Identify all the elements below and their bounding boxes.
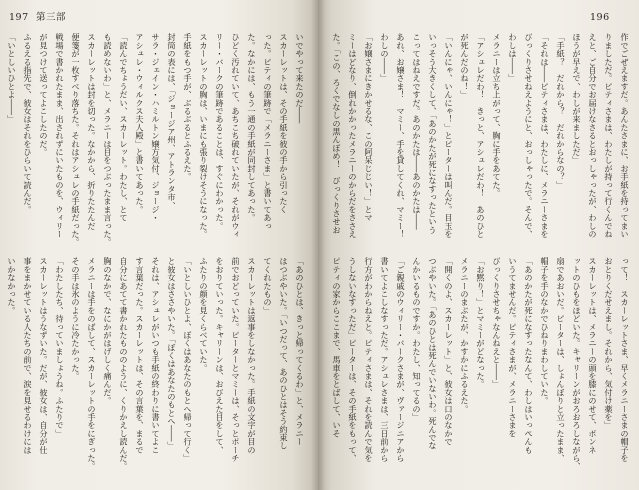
text-column: 「手紙？ だれから？ だれからなの？」 (556, 33, 566, 189)
text-column: いうてませんだ。ピティさまが、メラニーさまを (508, 257, 518, 438)
text-column: も読めないわ」と、メラニーは目をつぶったまま言った。 (103, 33, 113, 247)
text-column: った。ピティの筆跡で「メラニーさま」と書いてあっ (263, 33, 273, 230)
text-column: 戦場で書かれたまま、出されずにいたものを、ウィリー (55, 33, 65, 238)
text-column: いっそう大きくして、「あのかたが死になすったという (428, 33, 438, 234)
text-column: が死んだのね！」 (460, 33, 470, 99)
text-column: が見つけて送ってよこしたのだ。 (39, 33, 49, 156)
text-column: スカーレットは封を切った。なかから、折りたたんだ (87, 33, 97, 230)
text-column: リー・バークの筆跡であることは、すぐにわかった。 (215, 33, 225, 230)
text-column: 胸のなかで、なにかがはげしく痛んだ。 (103, 257, 113, 405)
text-column: スカーレットは返事をしなかった。手紙の文字が目の (247, 257, 257, 454)
text-column: メラニーは手をのばして、スカーレットの手をにぎった。 (87, 257, 97, 471)
text-column: 「いとしいひとよ――」 (7, 33, 17, 124)
text-column: 「あのひとは、きっと帰ってくるわ」と、メラニー (295, 257, 305, 446)
text-column: をおりていった。キャリーンは、おびえた目をして、 (215, 257, 225, 454)
text-column: その手は氷のように冷たかった。 (71, 257, 81, 380)
text-column: それは、アシュレがいつも手紙の終わりに書いてよこ (151, 257, 161, 454)
text-column: ットのひもをほどいた。キャリーンがおろおろしながら、 (572, 257, 582, 471)
text-column: いでやって来たのだ―― (295, 33, 305, 124)
text-column: 自分にあてて書かれたもののように、くりかえし読んだ。 (119, 257, 129, 471)
text-column: 「いんにゃ、いんにゃ！」とピーターは叫んだ。目玉を (444, 33, 454, 238)
text-column: 「わたしたち、待っていましょうね。ふたりで」 (55, 257, 65, 438)
text-column: ふたりの顔を見くらべていた。 (199, 257, 209, 372)
text-column: メラニーのまぶたが、かすかにふるえた。 (460, 257, 470, 413)
text-column: ミーはどなり、倒れかかったメラニーのからだをささえ (348, 33, 358, 238)
text-column: 手紙をもつ手が、ぶるぶるとふるえた。 (183, 33, 193, 181)
text-column: って！ スカーレットさま、早くメラニーさまの帽子を (620, 257, 630, 462)
left-page-top-tier (4, 33, 308, 249)
text-column: スカーレットの胸は、いまにも張り裂けそうになった。 (199, 33, 209, 238)
right-page-bottom-tier (329, 257, 633, 479)
text-column: 行方がわからねえと。ピティさまは、それを読んで気を (364, 257, 374, 462)
text-column: スカーレットは、メラニーの頭を膝にのせて、ボンネ (588, 257, 598, 454)
text-column: と彼女はささやいた。「ぼくはあなたのもとへ――」 (167, 257, 177, 450)
text-column: スカーレットはうなずいた。だが、彼女は、自分が仕 (39, 257, 49, 454)
text-column: 帽子を手のなかでひねりまわしていた。 (540, 257, 550, 405)
book-gutter-shadow (311, 0, 325, 490)
text-column: た。「この、ろくでなしの黒んぼめ！ びっくりさせお (332, 33, 342, 234)
text-column: 「ご親戚のウィリー・バークさまが、ヴァージニアから (396, 257, 406, 462)
text-column: 「いとしいひとよ、ぼくはあなたのもとへ帰って行く」 (183, 257, 193, 462)
running-head: 第三部 (36, 12, 67, 23)
text-column: 「お嬢さまにきかせるな、この阿呆じじい！」とマ (364, 33, 374, 222)
text-column: 便箋が一枚すべり落ちた。それはアシュレの手紙だった。 (71, 33, 81, 247)
text-column: 事をまかせている人たちの前で、涙を見せるわけには (23, 257, 33, 454)
text-column: 扇であおいだ。ピーターは、しょんぼりと立ったまま、 (556, 257, 566, 462)
text-column: いかなかった。 (7, 257, 17, 315)
text-column: ピティの家からここまで、馬車をとばして、いそ (332, 257, 342, 438)
left-page-number: 197 (9, 12, 29, 23)
right-page-number: 196 (590, 12, 610, 23)
text-column: サラ・ジェイン・ハミルトン嬢方気付、ジョージ・ (151, 33, 161, 222)
text-column: わしの――」 (380, 33, 390, 83)
text-column: す言葉だった。スカーレットは、その言葉を、まるで (135, 257, 145, 454)
right-page-top-tier (329, 33, 633, 249)
text-column: た。なかには、もう一通の手紙が同封してあった。 (247, 33, 257, 222)
text-column: 「アシュレだわ！ きっと、アシュレだわ！ あのひと (476, 33, 486, 238)
text-column: 作でごぜえますだ。あんたさまに、お手紙を持ってまい (620, 33, 630, 238)
text-column: アシュレ・ウィルクス夫人殿」と書いてあった。 (135, 33, 145, 214)
text-column: スカーレットは、その手紙を彼の手から引ったく (279, 33, 289, 214)
text-column: メラニーは立ち上がって、胸に手をあてた。 (492, 33, 502, 197)
text-column: ふるえる指先で、彼女はそれをひらいて読んだ。 (23, 33, 33, 214)
left-page (0, 0, 318, 490)
text-column: てくれたもの」 (263, 257, 273, 315)
text-column: びっくりさせねえようにと、おっしゃったで。そんで、 (524, 33, 534, 238)
text-column: 「あのかたが死になすったなんて、わしはいっぺんも (524, 257, 534, 454)
text-column: りましただ。ピティさまは、わたしが持って行くんでね (604, 33, 614, 238)
text-column: えと、ご自分でお届けなさるとおっしゃったが、わしの (588, 33, 598, 238)
text-column: わしは――」 (508, 33, 518, 83)
text-column: びっくりさせちゃなんねえと――」 (492, 257, 502, 389)
text-column: おとりくだせえまし。それから、気付け薬を」 (604, 257, 614, 430)
text-column: 「開くのよ、スカーレット」と、彼女は口のなかで (444, 257, 454, 446)
text-column: 書いてよこしなすっただ。アシュレさまは、三日前から (380, 257, 390, 462)
text-column: 「読んでちょうだい、スカーレット。わたし、とて (119, 33, 129, 222)
left-page-bottom-tier (4, 257, 308, 479)
text-column: 封筒の表には、「ジョージア州、アトランタ市、 (167, 33, 177, 210)
text-column: つぶやいた。「あのひとは死んでいないわ。死んでな (428, 257, 438, 450)
text-column: あれ、お嬢さま！ マミー、手を貸してくれ、マミー！ (396, 33, 406, 238)
text-column: ひどく汚れていて、あちこち破れていたが、それがウィ (231, 33, 241, 238)
text-column: んかいるものですか。わたし、知ってるの」 (412, 257, 422, 421)
text-column: 前でおどっていた。ピーターとマミーは、そっとポーチ (231, 257, 241, 462)
text-column: うしないなすっただ」ピーターは、その手紙をもって、 (348, 257, 358, 462)
text-column: ほうが早えで、わしが来ましただ」 (572, 33, 582, 165)
text-column: はつぶやいた。「いつだって、あのひとはそう約束し (279, 257, 289, 450)
text-column: 「お黙り！」とマミーがどなった。 (476, 257, 486, 389)
text-column: こってはねえですだ。あのかたは――あのかたは―― (412, 33, 422, 230)
right-page (318, 0, 639, 490)
text-column: 「それは――ピティさまは、わたしに、メラニーさまを (540, 33, 550, 238)
